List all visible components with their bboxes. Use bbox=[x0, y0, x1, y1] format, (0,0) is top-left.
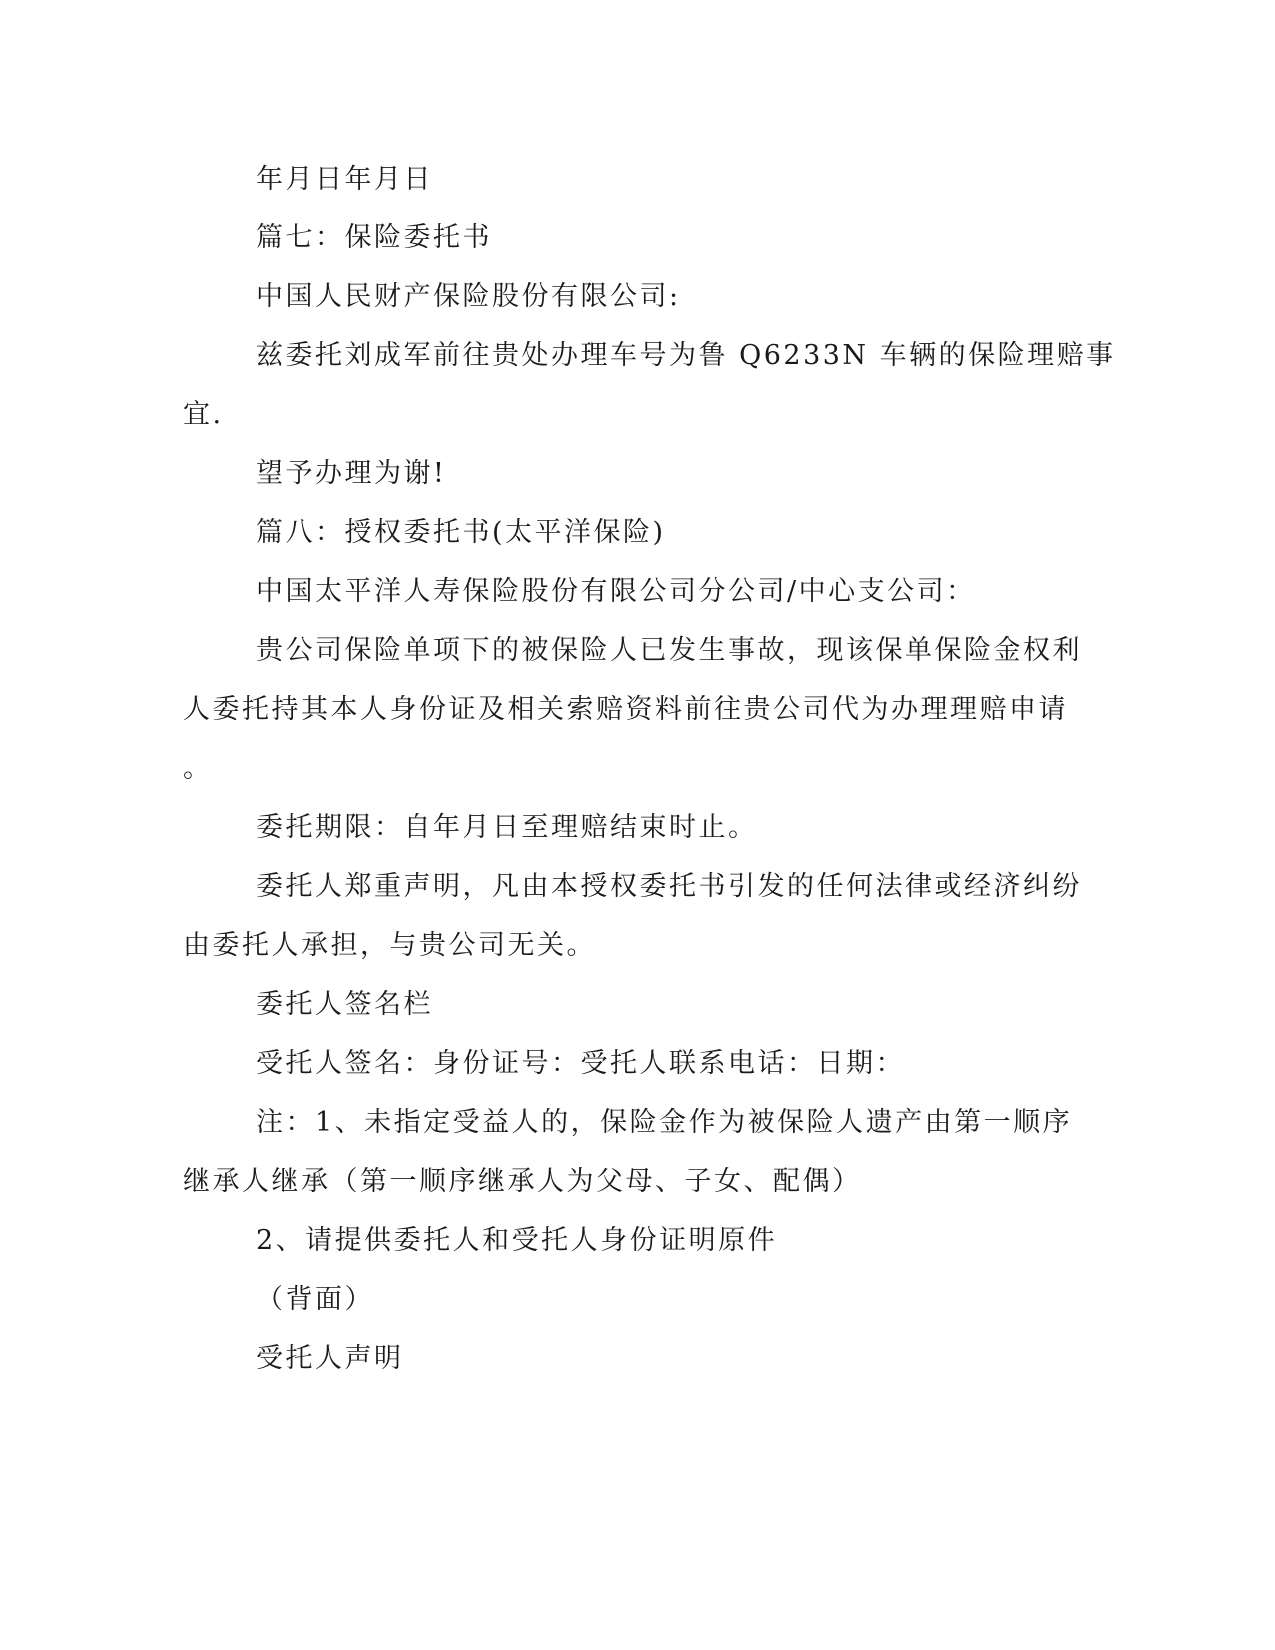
paragraph-line: 人委托持其本人身份证及相关索赔资料前往贵公司代为办理理赔申请 bbox=[183, 694, 1068, 725]
addressee-cpic: 中国太平洋人寿保险股份有限公司分公司/中心支公司： bbox=[256, 576, 976, 607]
back-side-label: （背面） bbox=[256, 1284, 374, 1315]
section-heading-8: 篇八：授权委托书(太平洋保险) bbox=[256, 517, 666, 548]
paragraph-line: 望予办理为谢! bbox=[256, 458, 447, 489]
note-line: 注：1、未指定受益人的，保险金作为被保险人遗产由第一顺序 bbox=[256, 1107, 1073, 1138]
paragraph-line: 宜. bbox=[183, 399, 224, 430]
paragraph-line: 由委托人承担，与贵公司无关。 bbox=[183, 930, 596, 961]
signature-fields: 受托人签名：身份证号：受托人联系电话：日期： bbox=[256, 1048, 905, 1079]
section-heading-7: 篇七：保险委托书 bbox=[256, 222, 492, 253]
paragraph-line: 贵公司保险单项下的被保险人已发生事故，现该保单保险金权利 bbox=[256, 635, 1082, 666]
note-line: 继承人继承（第一顺序继承人为父母、子女、配偶） bbox=[183, 1166, 862, 1197]
paragraph-line: 兹委托刘成军前往贵处办理车号为鲁 Q6233N 车辆的保险理赔事 bbox=[256, 340, 1116, 371]
paragraph-line: 委托期限：自年月日至理赔结束时止。 bbox=[256, 812, 758, 843]
paragraph-line: 委托人郑重声明，凡由本授权委托书引发的任何法律或经济纠纷 bbox=[256, 871, 1082, 902]
note-line: 2、请提供委托人和受托人身份证明原件 bbox=[256, 1225, 778, 1256]
signature-heading: 委托人签名栏 bbox=[256, 989, 433, 1020]
paragraph-line: 。 bbox=[183, 753, 213, 784]
addressee-picc: 中国人民财产保险股份有限公司: bbox=[256, 281, 681, 312]
date-line: 年月日年月日 bbox=[256, 164, 433, 195]
trustee-statement-heading: 受托人声明 bbox=[256, 1343, 404, 1374]
